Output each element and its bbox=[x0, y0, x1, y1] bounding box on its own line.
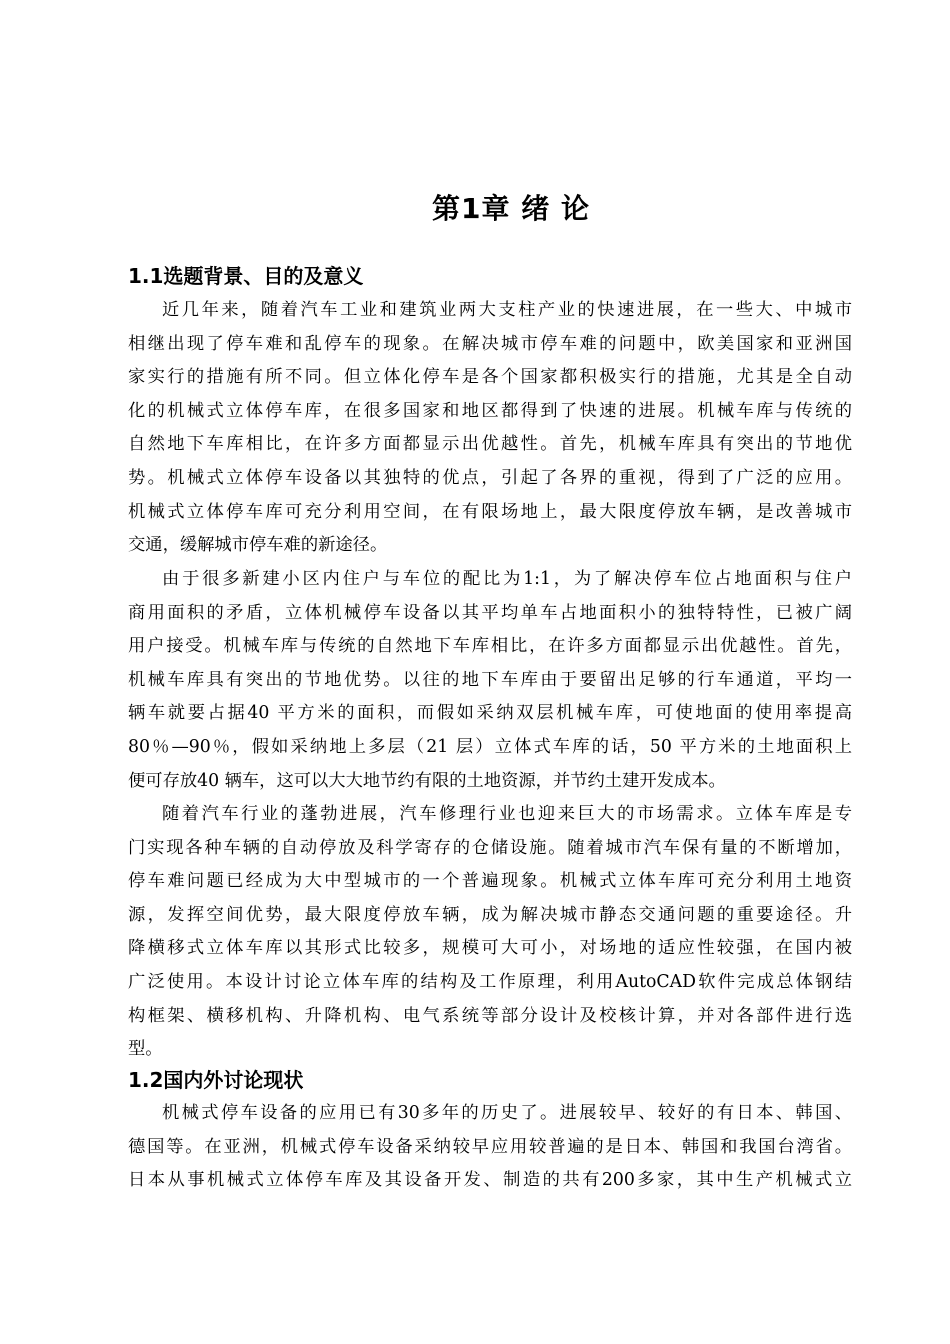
paragraph-1 bbox=[128, 294, 852, 563]
text-line: 降横移式立体车库以其形式比较多，规模可大可小，对场地的适应性较强，在国内被 bbox=[128, 938, 852, 959]
text-line: 机械式停车设备的应用已有30多年的历史了。进展较早、较好的有日本、韩国、 bbox=[162, 1103, 852, 1123]
text-line: 由于很多新建小区内住户与车位的配比为1:1，为了解决停车位占地面积与住户 bbox=[162, 569, 852, 589]
text-line: 80％—90％，假如采纳地上多层（21 层）立体式车库的话，50 平方米的土地面积上 bbox=[128, 736, 852, 757]
text-line: 停车难问题已经成为大中型城市的一个普遍现象。机械式立体车库可充分利用土地资 bbox=[128, 871, 852, 892]
text-line: 商用面积的矛盾，立体机械停车设备以其平均单车占地面积小的独特特性，已被广阔 bbox=[128, 602, 852, 623]
text-line: 德国等。在亚洲，机械式停车设备采纳较早应用较普遍的是日本、韩国和我国台湾省。 bbox=[128, 1136, 852, 1157]
section-heading-1-1: 1.1选题背景、目的及意义 bbox=[128, 264, 364, 288]
text-line: 构框架、横移机构、升降机构、电气系统等部分设计及校核计算，并对各部件进行选 bbox=[128, 1005, 852, 1026]
text-line: 近几年来，随着汽车工业和建筑业两大支柱产业的快速进展，在一些大、中城市 bbox=[162, 300, 852, 320]
text-line: 广泛使用。本设计讨论立体车库的结构及工作原理，利用AutoCAD软件完成总体钢结 bbox=[128, 971, 852, 992]
text-line: 家实行的措施有所不同。但立体化停车是各个国家都积极实行的措施，尤其是全自动 bbox=[128, 367, 852, 388]
text-line: 辆车就要占据40 平方米的面积，而假如采纳双层机械车库，可使地面的使用率提高 bbox=[128, 703, 852, 724]
chapter-title: 第1章 绪 论 bbox=[432, 192, 590, 225]
paragraph-3 bbox=[128, 798, 852, 1067]
text-line: 型。 bbox=[128, 1039, 163, 1060]
text-line: 化的机械式立体停车库，在很多国家和地区都得到了快速的进展。机械车库与传统的 bbox=[128, 400, 852, 421]
text-line: 用户接受。机械车库与传统的自然地下车库相比，在许多方面都显示出优越性。首先， bbox=[128, 636, 852, 657]
text-line: 门实现各种车辆的自动停放及科学寄存的仓储设施。随着城市汽车保有量的不断增加， bbox=[128, 837, 852, 858]
section-heading-1-2: 1.2国内外讨论现状 bbox=[128, 1068, 304, 1092]
paragraph-4 bbox=[128, 1097, 852, 1198]
text-line: 自然地下车库相比，在许多方面都显示出优越性。首先，机械车库具有突出的节地优 bbox=[128, 434, 852, 455]
text-line: 势。机械式立体停车设备以其独特的优点，引起了各界的重视，得到了广泛的应用。 bbox=[128, 467, 852, 488]
text-line: 随着汽车行业的蓬勃进展，汽车修理行业也迎来巨大的市场需求。立体车库是专 bbox=[162, 804, 852, 824]
text-line: 源，发挥空间优势，最大限度停放车辆，成为解决城市静态交通问题的重要途径。升 bbox=[128, 904, 852, 925]
text-line: 机械车库具有突出的节地优势。以往的地下车库由于要留出足够的行车通道，平均一 bbox=[128, 669, 852, 690]
text-line: 交通，缓解城市停车难的新途径。 bbox=[128, 535, 388, 556]
text-line: 便可存放40 辆车，这可以大大地节约有限的土地资源，并节约土建开发成本。 bbox=[128, 770, 726, 791]
paragraph-2 bbox=[128, 563, 852, 798]
text-line: 日本从事机械式立体停车库及其设备开发、制造的共有200多家，其中生产机械式立 bbox=[128, 1170, 852, 1191]
text-line: 机械式立体停车库可充分利用空间，在有限场地上，最大限度停放车辆，是改善城市 bbox=[128, 501, 852, 522]
text-line: 相继出现了停车难和乱停车的现象。在解决城市停车难的问题中，欧美国家和亚洲国 bbox=[128, 333, 852, 354]
